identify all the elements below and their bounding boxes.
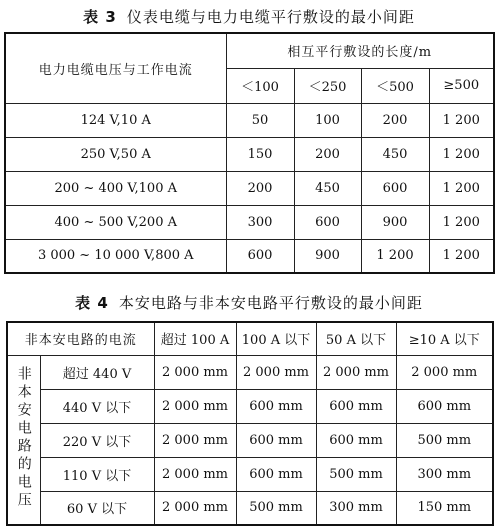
- cell: 1 200: [429, 103, 494, 137]
- table4-title: 本安电路与非本安电路平行敷设的最小间距: [118, 294, 423, 312]
- table-row: [5, 239, 494, 273]
- table3-label: 表 3: [83, 8, 117, 26]
- cell: 600: [294, 205, 361, 239]
- table3-col-header: ＜500: [361, 68, 429, 103]
- cell: 450: [361, 137, 429, 171]
- cell: 600 mm: [316, 423, 396, 457]
- cell: 1 200: [361, 239, 429, 273]
- row-label: 220 V 以下: [40, 423, 154, 457]
- table3-row-header: 电力电缆电压与工作电流: [5, 33, 226, 103]
- table-row: [7, 389, 493, 423]
- cell: 2 000 mm: [154, 423, 236, 457]
- cell: 600 mm: [236, 457, 316, 491]
- cell: 600: [226, 239, 294, 273]
- cell: 150 mm: [396, 491, 493, 525]
- table3-col-header: ≥500: [429, 68, 494, 103]
- table3-title: 仪表电缆与电力电缆平行敷设的最小间距: [126, 8, 415, 26]
- table4-col-header: ≥10 A 以下: [396, 322, 493, 355]
- table4-col-header: 100 A 以下: [236, 322, 316, 355]
- table-row: [5, 171, 494, 205]
- cell: 2 000 mm: [154, 457, 236, 491]
- cell: 200: [361, 103, 429, 137]
- cell: 600: [361, 171, 429, 205]
- table-row: [7, 457, 493, 491]
- cell: 600 mm: [236, 423, 316, 457]
- cell: 300: [226, 205, 294, 239]
- table3-group-header: 相互平行敷设的长度/m: [226, 33, 494, 68]
- row-label: 400 ~ 500 V,200 A: [5, 205, 226, 239]
- row-label: 3 000 ~ 10 000 V,800 A: [5, 239, 226, 273]
- cell: 600 mm: [316, 389, 396, 423]
- table-row: [7, 355, 493, 389]
- table4-caption: [0, 292, 498, 313]
- cell: 1 200: [429, 171, 494, 205]
- table4: [6, 321, 494, 526]
- cell: 300 mm: [316, 491, 396, 525]
- table3-col-header: ＜250: [294, 68, 361, 103]
- cell: 300 mm: [396, 457, 493, 491]
- cell: 200: [294, 137, 361, 171]
- row-label: 250 V,50 A: [5, 137, 226, 171]
- row-label: 超过 440 V: [40, 355, 154, 389]
- cell: 500 mm: [316, 457, 396, 491]
- table4-row-header: 非本安电路的电流: [7, 322, 154, 355]
- table-row: [5, 103, 494, 137]
- cell: 500 mm: [236, 491, 316, 525]
- table4-side-label: [7, 355, 40, 525]
- cell: 50: [226, 103, 294, 137]
- table4-col-header: 超过 100 A: [154, 322, 236, 355]
- table-row: [5, 205, 494, 239]
- side-label-text: 非本安电路的电压: [15, 365, 32, 510]
- cell: 2 000 mm: [316, 355, 396, 389]
- row-label: 440 V 以下: [40, 389, 154, 423]
- cell: 1 200: [429, 205, 494, 239]
- table-row: [7, 491, 493, 525]
- cell: 900: [361, 205, 429, 239]
- table-row: [5, 137, 494, 171]
- cell: 600 mm: [396, 389, 493, 423]
- cell: 200: [226, 171, 294, 205]
- table3-caption: [0, 6, 498, 27]
- cell: 2 000 mm: [396, 355, 493, 389]
- table-row: [7, 423, 493, 457]
- cell: 2 000 mm: [236, 355, 316, 389]
- cell: 450: [294, 171, 361, 205]
- row-label: 60 V 以下: [40, 491, 154, 525]
- cell: 1 200: [429, 239, 494, 273]
- table4-label: 表 4: [75, 294, 109, 312]
- table3-col-header: ＜100: [226, 68, 294, 103]
- row-label: 200 ~ 400 V,100 A: [5, 171, 226, 205]
- row-label: 124 V,10 A: [5, 103, 226, 137]
- cell: 100: [294, 103, 361, 137]
- row-label: 110 V 以下: [40, 457, 154, 491]
- cell: 2 000 mm: [154, 389, 236, 423]
- cell: 600 mm: [236, 389, 316, 423]
- cell: 500 mm: [396, 423, 493, 457]
- cell: 900: [294, 239, 361, 273]
- cell: 2 000 mm: [154, 355, 236, 389]
- table4-col-header: 50 A 以下: [316, 322, 396, 355]
- table3: [4, 32, 495, 274]
- cell: 2 000 mm: [154, 491, 236, 525]
- cell: 1 200: [429, 137, 494, 171]
- cell: 150: [226, 137, 294, 171]
